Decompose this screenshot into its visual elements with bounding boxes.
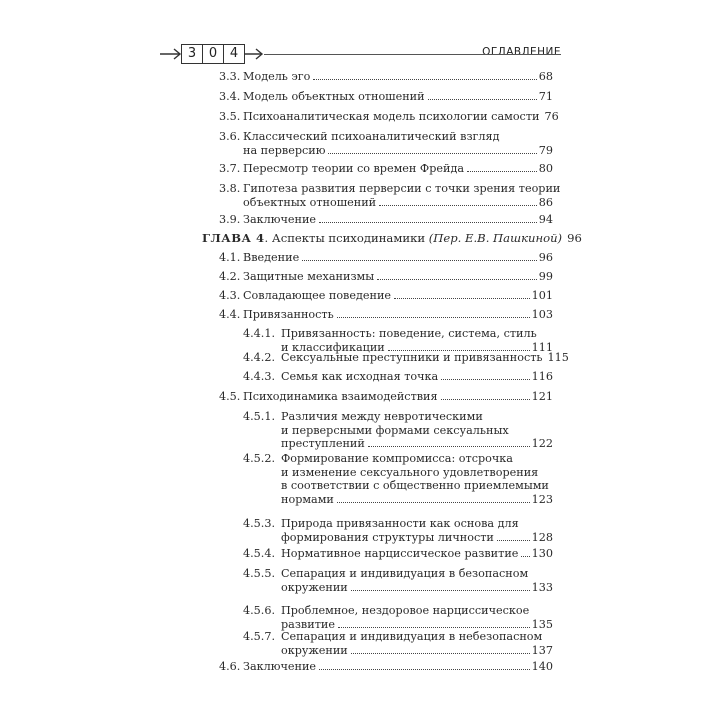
toc-title-line: Природа привязанности как основа для — [281, 517, 519, 530]
toc-number: 4.5.2. — [243, 452, 276, 465]
toc-title-line: объектных отношений — [243, 195, 377, 209]
toc-number: 4.3. — [219, 289, 241, 302]
toc-number: 4.2. — [219, 270, 241, 283]
toc-number: 4.6. — [219, 660, 241, 673]
dot-leader — [379, 204, 537, 206]
toc-number: 4.4.2. — [243, 351, 276, 364]
toc-page-number: 115 — [547, 351, 569, 364]
page-number-digit: 0 — [202, 44, 224, 64]
toc-page-number: 103 — [531, 308, 553, 321]
toc-page-number: 135 — [531, 617, 553, 631]
toc-entry[interactable] — [219, 130, 553, 157]
toc-page-number: 111 — [531, 340, 553, 354]
toc-title-line: Заключение — [243, 660, 317, 673]
toc-page-number: 101 — [531, 289, 553, 302]
toc-page-number: 96 — [567, 231, 582, 245]
toc-title-line: и перверсными формами сексуальных — [281, 423, 509, 437]
toc-entry[interactable] — [219, 308, 553, 322]
toc-page-number: 137 — [531, 643, 553, 657]
toc-number: 4.5. — [219, 390, 241, 403]
dot-leader — [351, 589, 530, 591]
toc-title-line: Нормативное нарциссическое развитие — [281, 547, 519, 560]
dot-leader — [351, 652, 530, 654]
toc-entry[interactable] — [243, 452, 553, 506]
toc-page-number: 140 — [531, 660, 553, 673]
dot-leader — [377, 278, 537, 280]
dot-leader — [467, 170, 537, 172]
dot-leader — [497, 539, 530, 541]
toc-title-line: развитие — [281, 617, 335, 631]
toc-title-line: окружении — [281, 643, 348, 657]
toc-entry[interactable] — [219, 70, 553, 84]
dot-leader — [428, 98, 537, 100]
chapter-label: ГЛАВА 4 — [202, 231, 265, 245]
toc-entry[interactable] — [219, 213, 553, 227]
toc-number: 3.8. — [219, 182, 241, 195]
toc-number: 4.5.6. — [243, 604, 276, 617]
toc-entry[interactable] — [219, 182, 561, 209]
toc-title-line: Модель эго — [243, 70, 311, 83]
toc-entry[interactable] — [219, 270, 553, 284]
dot-leader — [319, 221, 537, 223]
dot-leader — [338, 626, 530, 628]
toc-title-line: Привязанность: поведение, система, стиль — [281, 327, 537, 340]
toc-number: 4.5.7. — [243, 630, 276, 643]
toc-number: 4.1. — [219, 251, 241, 264]
toc-number: 3.6. — [219, 130, 241, 143]
dot-leader — [313, 78, 536, 80]
dot-leader — [521, 555, 529, 557]
toc-page-number: 122 — [531, 437, 553, 450]
dot-leader — [337, 501, 530, 503]
running-head: ОГЛАВЛЕНИЕ — [482, 46, 561, 58]
toc-title-line: нормами — [281, 492, 334, 506]
toc-page-number: 71 — [538, 90, 553, 103]
toc-entry[interactable] — [219, 390, 553, 404]
toc-title-line: Привязанность — [243, 308, 334, 321]
toc-page-number: 68 — [538, 70, 553, 83]
toc-title-line: Психоаналитическая модель психологии самости — [243, 110, 540, 123]
toc-title-line: окружении — [281, 580, 348, 594]
toc-page-number: 123 — [531, 492, 553, 506]
toc-entry[interactable] — [243, 567, 553, 594]
toc-entry[interactable] — [243, 327, 553, 354]
toc-title-line: и классификации — [281, 340, 385, 354]
toc-number: 3.3. — [219, 70, 241, 83]
toc-title-line: преступлений — [281, 437, 365, 450]
dot-leader — [319, 668, 530, 670]
toc-title-line: Семья как исходная точка — [281, 370, 439, 383]
toc-title-line: в соответствии с общественно приемлемыми — [281, 479, 549, 492]
toc-number: 4.5.3. — [243, 517, 276, 530]
toc-title-line: и изменение сексуального удовлетворения — [281, 465, 539, 479]
toc-page-number: 130 — [531, 547, 553, 560]
toc-entry[interactable] — [219, 251, 553, 265]
toc-entry[interactable] — [219, 162, 553, 176]
toc-number: 4.4. — [219, 308, 241, 321]
toc-title-line: Формирование компромисса: отсрочка — [281, 452, 513, 465]
dot-leader — [441, 398, 530, 400]
dot-leader — [394, 297, 530, 299]
toc-title-line: Сепарация и индивидуация в небезопасном — [281, 630, 543, 643]
toc-page-number: 80 — [538, 162, 553, 175]
toc-page-number: 79 — [538, 143, 553, 157]
toc-number: 3.4. — [219, 90, 241, 103]
toc-entry[interactable] — [243, 547, 553, 561]
toc-title-line: Различия между невротическими — [281, 410, 483, 423]
toc-title-line: на перверсию — [243, 143, 326, 157]
toc-entry[interactable] — [243, 517, 553, 544]
toc-page-number: 94 — [538, 213, 553, 226]
toc-number: 4.4.1. — [243, 327, 276, 340]
toc-title-line: Пересмотр теории со времен Фрейда — [243, 162, 465, 175]
toc-number: 3.9. — [219, 213, 241, 226]
toc-page-number: 76 — [544, 110, 559, 123]
page-number-digit: 3 — [181, 44, 203, 64]
toc-title-line: Психодинамика взаимодействия — [243, 390, 438, 403]
toc-number: 4.4.3. — [243, 370, 276, 383]
toc-number: 4.5.1. — [243, 410, 276, 423]
page-number-digit: 4 — [223, 44, 245, 64]
toc-title-line: Сексуальные преступники и привязанность — [281, 351, 543, 364]
toc-page-number: 133 — [531, 580, 553, 594]
toc-title-line: Заключение — [243, 213, 317, 226]
dot-leader — [337, 316, 530, 318]
toc-page-number: 96 — [538, 251, 553, 264]
dot-leader — [441, 378, 529, 380]
toc-number: 4.5.5. — [243, 567, 276, 580]
toc-page-number: 86 — [538, 195, 553, 209]
toc-entry[interactable] — [219, 660, 553, 674]
dot-leader — [328, 152, 536, 154]
toc-entry[interactable] — [219, 289, 553, 303]
toc-title-line: Сепарация и индивидуация в безопасном — [281, 567, 529, 580]
toc-title-line: Классический психоаналитический взгляд — [243, 130, 500, 143]
toc-title-line: Модель объектных отношений — [243, 90, 425, 103]
toc-entry[interactable] — [243, 351, 569, 365]
toc-title-line: Совладающее поведение — [243, 289, 392, 302]
toc-number: 3.7. — [219, 162, 241, 175]
toc-entry[interactable] — [219, 90, 553, 104]
toc-title-line: Гипотеза развития перверсии с точки зрения теории — [243, 182, 561, 195]
chapter-translator: (Пер. Е.В. Пашкиной) — [428, 231, 563, 245]
chapter-title: Аспекты психодинамики — [271, 231, 426, 245]
toc-title-line: формирования структуры личности — [281, 530, 494, 544]
toc-title-line: Введение — [243, 251, 300, 264]
toc-page-number: 121 — [531, 390, 553, 403]
toc-page-number: 99 — [538, 270, 553, 283]
toc-entry[interactable] — [243, 410, 553, 451]
toc-page-number: 128 — [531, 530, 553, 544]
toc-title-line: Защитные механизмы — [243, 270, 375, 283]
toc-chapter-entry[interactable]: ГЛАВА 4. Аспекты психодинамики (Пер. Е.В. Пашкиной) 96 — [202, 231, 582, 245]
toc-entry[interactable] — [243, 630, 553, 657]
toc-number: 3.5. — [219, 110, 241, 123]
toc-number: 4.5.4. — [243, 547, 276, 560]
toc-entry[interactable] — [219, 110, 559, 124]
toc-entry[interactable] — [243, 604, 553, 631]
toc-title-line: Проблемное, нездоровое нарциссическое — [281, 604, 530, 617]
toc-page-number: 116 — [531, 370, 553, 383]
dot-leader — [302, 259, 537, 261]
dot-leader — [368, 445, 530, 447]
toc-entry[interactable] — [243, 370, 553, 384]
